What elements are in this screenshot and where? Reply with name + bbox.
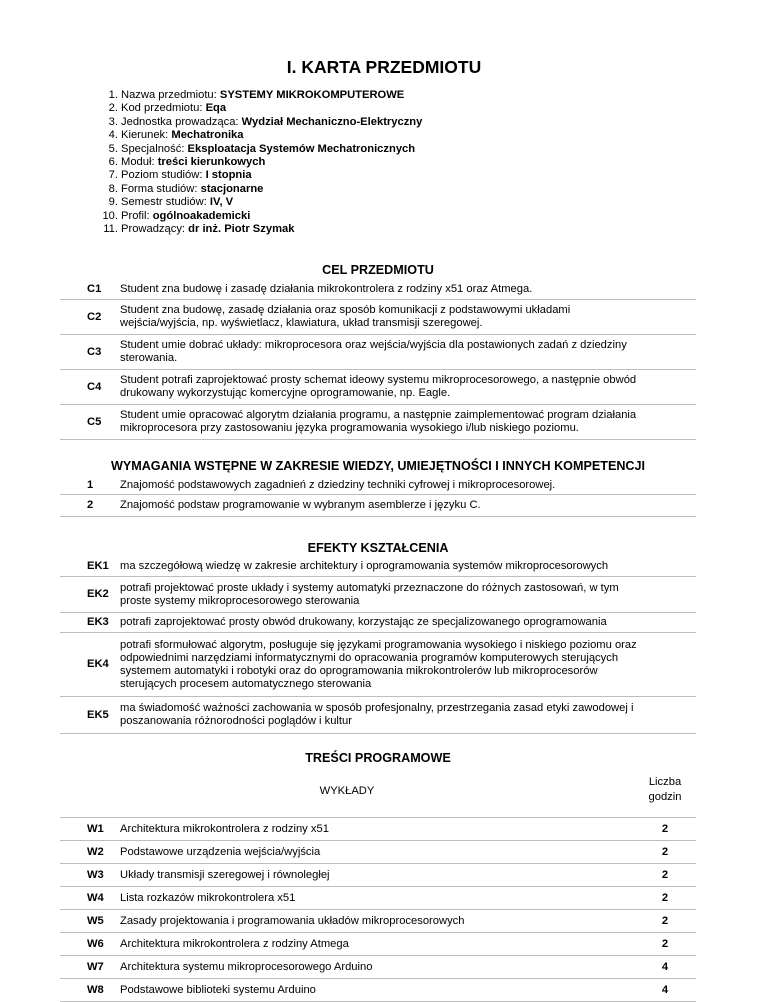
info-item	[88, 129, 422, 142]
wymagania-heading: WYMAGANIA WSTĘPNE W ZAKRESIE WIEDZY, UMIEJĘTNOŚCI I INNYCH KOMPETENCJI	[110, 459, 646, 473]
info-value: Eksploatacja Systemów Mechatronicznych	[187, 142, 416, 155]
tresci-hours: 2	[661, 822, 669, 835]
info-label: Specjalność:	[121, 142, 185, 155]
cel-text-block	[120, 339, 627, 365]
tresci-hours: 4	[661, 983, 669, 996]
info-label: Semestr studiów:	[121, 196, 207, 209]
cel-text-line: wejścia/wyjścia, np. wyświetlacz, klawiatura, układ transmisji szeregowej.	[120, 317, 483, 329]
tresci-code: W4	[87, 891, 104, 904]
cel-text-block	[120, 374, 636, 400]
tresci-text: Podstawowe urządzenia wejścia/wyjścia	[120, 845, 321, 858]
cel-text-line: Student umie dobrać układy: mikroprocesora oraz wejścia/wyjścia dla postawionych zadań z dziedziny	[120, 339, 627, 351]
cel-row	[60, 300, 696, 335]
info-number: 1.	[108, 89, 118, 101]
info-value: IV, V	[209, 196, 234, 209]
tresci-hours: 2	[661, 845, 669, 858]
efekty-text-line: systemem automatyki i robotyki oraz do oprogramowania mikrokontrolerów lub mikroprocesorów	[120, 664, 598, 677]
info-number: 11.	[103, 222, 118, 235]
info-value: I stopnia	[205, 169, 252, 182]
info-item	[88, 183, 422, 196]
document-title: I. KARTA PRZEDMIOTU	[286, 57, 482, 77]
info-label: Prowadzący:	[121, 222, 186, 235]
tresci-text: Zasady projektowania i programowania układów mikroprocesorowych	[120, 914, 465, 927]
wymagania-text	[120, 477, 686, 494]
info-value: treści kierunkowych	[157, 155, 266, 168]
info-number: 7.	[108, 169, 118, 182]
wymagania-row	[60, 495, 696, 517]
cel-text	[120, 335, 686, 369]
info-value: Wydział Mechaniczno-Elektryczny	[241, 115, 423, 128]
tresci-row	[60, 818, 696, 841]
efekty-row	[60, 577, 696, 613]
efekty-text	[120, 613, 686, 632]
wymagania-text-line: Znajomość podstawowych zagadnień z dziedziny techniki cyfrowej i mikroprocesorowej.	[120, 479, 556, 491]
efekty-row	[60, 697, 696, 734]
cel-table	[60, 280, 696, 440]
info-label: Nazwa przedmiotu:	[121, 89, 217, 101]
efekty-text-block	[120, 560, 608, 573]
tresci-row	[60, 887, 696, 910]
efekty-table	[60, 557, 696, 734]
efekty-row	[60, 557, 696, 577]
cel-text-block	[120, 304, 570, 330]
tresci-code: W6	[87, 937, 104, 950]
efekty-text	[120, 557, 686, 576]
efekty-text-line: potrafi projektować proste układy i systemy automatyki przeznaczone do różnych zastosowań, w tym	[120, 581, 619, 594]
info-item	[88, 89, 422, 102]
tresci-text: Architektura mikrokontrolera z rodziny Atmega	[120, 937, 349, 950]
cel-code: C4	[87, 380, 102, 393]
info-item	[88, 223, 422, 236]
info-number: 5.	[108, 142, 118, 155]
info-label: Profil:	[121, 209, 150, 222]
tresci-hours: 2	[661, 891, 669, 904]
tresci-header-row	[60, 767, 696, 818]
tresci-text: Architektura mikrokontrolera z rodziny x51	[120, 822, 329, 835]
efekty-text-line: ma szczegółową wiedzę w zakresie architektury i oprogramowania systemów mikroprocesorowych	[120, 560, 609, 572]
wymagania-text	[120, 495, 686, 516]
tresci-row	[60, 864, 696, 887]
info-number: 3.	[108, 115, 118, 128]
efekty-text-line: ma świadomość ważności zachowania w sposób profesjonalny, przestrzegania zasad etyki zawodowej i	[120, 702, 634, 714]
efekty-text-line: odpowiednimi narzędziami informatycznymi do opracowania programów komputerowych sterujących	[120, 651, 619, 664]
cel-code: C1	[87, 283, 102, 295]
tresci-text: Układy transmisji szeregowej i równoległej	[120, 868, 330, 881]
info-value: Mechatronika	[171, 129, 244, 142]
efekty-code: EK3	[87, 616, 109, 628]
info-number: 10.	[102, 209, 118, 222]
cel-text-line: Student zna budowę i zasadę działania mikrokontrolera z rodziny x51 oraz Atmega.	[120, 283, 533, 295]
efekty-text-line: proste systemy mikroprocesorowego sterowania	[120, 594, 360, 607]
info-item	[88, 169, 422, 182]
cel-code: C3	[87, 345, 102, 358]
cel-text-line: Student umie opracować algorytm działania programu, a następnie zaimplementować program działania	[120, 409, 637, 421]
efekty-text-block	[120, 702, 633, 728]
tresci-hours: 4	[661, 960, 669, 973]
efekty-text-line: sterujących procesem automatycznego sterowania	[120, 677, 372, 690]
efekty-code: EK5	[87, 708, 109, 721]
col-liczba-line: godzin	[648, 791, 682, 803]
info-label: Moduł:	[121, 155, 155, 168]
info-label: Kod przedmiotu:	[121, 102, 203, 115]
info-label: Poziom studiów:	[121, 169, 203, 182]
tresci-code: W8	[87, 983, 104, 996]
cel-text-line: Student potrafi zaprojektować prosty schemat ideowy systemu mikroprocesorowego, a następnie obwód	[120, 374, 637, 386]
tresci-text: Architektura systemu mikroprocesorowego Arduino	[120, 960, 373, 973]
wymagania-row	[60, 477, 696, 495]
cel-text-block	[120, 409, 636, 435]
info-label: Kierunek:	[121, 129, 169, 142]
wymagania-code: 2	[87, 499, 94, 511]
tresci-code: W1	[87, 822, 104, 835]
efekty-text	[120, 633, 686, 696]
cel-text	[120, 280, 686, 299]
efekty-row	[60, 633, 696, 697]
wymagania-text-line: Znajomość podstaw programowanie w wybranym asemblerze i języku C.	[120, 499, 481, 511]
cel-heading: CEL PRZEDMIOTU	[322, 263, 434, 277]
cel-row	[60, 370, 696, 405]
info-value: dr inż. Piotr Szymak	[188, 222, 295, 235]
efekty-text-block	[120, 616, 607, 629]
efekty-row	[60, 613, 696, 633]
efekty-code: EK2	[87, 588, 109, 600]
info-value: Eqa	[205, 102, 227, 115]
efekty-code: EK4	[87, 658, 109, 670]
tresci-hours: 2	[661, 914, 669, 927]
efekty-text	[120, 697, 686, 733]
cel-row	[60, 405, 696, 440]
efekty-text-block	[120, 639, 637, 691]
wymagania-table	[60, 477, 696, 517]
cel-text-line: mikroprocesora przy zastosowaniu języka programowania wysokiego i/lub niskiego poziomu.	[120, 422, 579, 434]
wymagania-text-block	[120, 499, 481, 512]
info-number: 6.	[108, 155, 118, 168]
cel-text	[120, 300, 686, 334]
cel-text-line: sterowania.	[120, 352, 178, 364]
course-info-list	[88, 89, 422, 236]
efekty-text-line: poszanowania różnorodności poglądów i kultur	[120, 715, 352, 727]
tresci-code: W5	[87, 914, 104, 927]
efekty-code: EK1	[87, 560, 109, 572]
cel-code: C5	[87, 415, 102, 428]
cel-code: C2	[87, 310, 102, 323]
tresci-text: Lista rozkazów mikrokontrolera x51	[120, 891, 296, 904]
wymagania-code: 1	[87, 479, 94, 491]
wymagania-text-block	[120, 479, 555, 492]
tresci-table	[60, 767, 696, 1002]
cel-text-line: Student zna budowę, zasadę działania oraz sposób komunikacji z podstawowymi układami	[120, 304, 571, 316]
cel-text-line: drukowany wykorzystując komercyjne oprogramowanie, np. Eagle.	[120, 387, 451, 399]
efekty-text-block	[120, 582, 619, 608]
cel-text-block	[120, 283, 532, 296]
info-item	[88, 156, 422, 169]
tresci-text: Podstawowe biblioteki systemu Arduino	[120, 983, 316, 996]
info-number: 2.	[108, 102, 118, 115]
tresci-row	[60, 910, 696, 933]
info-number: 4.	[108, 129, 118, 142]
cel-row	[60, 335, 696, 370]
info-item	[88, 196, 422, 209]
tresci-heading: TREŚCI PROGRAMOWE	[305, 751, 451, 765]
cel-text	[120, 405, 686, 439]
tresci-code: W7	[87, 960, 104, 973]
info-value: ogólnoakademicki	[152, 209, 251, 222]
info-value: SYSTEMY MIKROKOMPUTEROWE	[219, 89, 405, 101]
info-label: Jednostka prowadząca:	[121, 115, 239, 128]
info-item	[88, 210, 422, 223]
col-liczba-godzin	[634, 775, 696, 805]
efekty-text	[120, 577, 686, 612]
tresci-row	[60, 979, 696, 1002]
col-wyklady: WYKŁADY	[319, 785, 375, 797]
efekty-heading: EFEKTY KSZTAŁCENIA	[307, 541, 449, 555]
info-number: 8.	[108, 182, 118, 195]
efekty-text-line: potrafi sformułować algorytm, posługuje się językami programowania wysokiego i niskiego poziomu oraz	[120, 638, 637, 651]
info-item	[88, 143, 422, 156]
tresci-row	[60, 956, 696, 979]
tresci-code: W2	[87, 845, 104, 858]
info-number: 9.	[108, 196, 118, 209]
tresci-row	[60, 933, 696, 956]
efekty-text-line: potrafi zaprojektować prosty obwód drukowany, korzystając ze specjalizowanego oprogramowania	[120, 616, 607, 628]
info-value: stacjonarne	[200, 182, 264, 195]
col-liczba-line: Liczba	[648, 776, 682, 788]
tresci-hours: 2	[661, 937, 669, 950]
info-item	[88, 102, 422, 115]
tresci-row	[60, 841, 696, 864]
info-label: Forma studiów:	[121, 182, 198, 195]
tresci-code: W3	[87, 868, 104, 881]
tresci-hours: 2	[661, 868, 669, 881]
cel-row	[60, 280, 696, 300]
cel-text	[120, 370, 686, 404]
info-item	[88, 116, 422, 129]
